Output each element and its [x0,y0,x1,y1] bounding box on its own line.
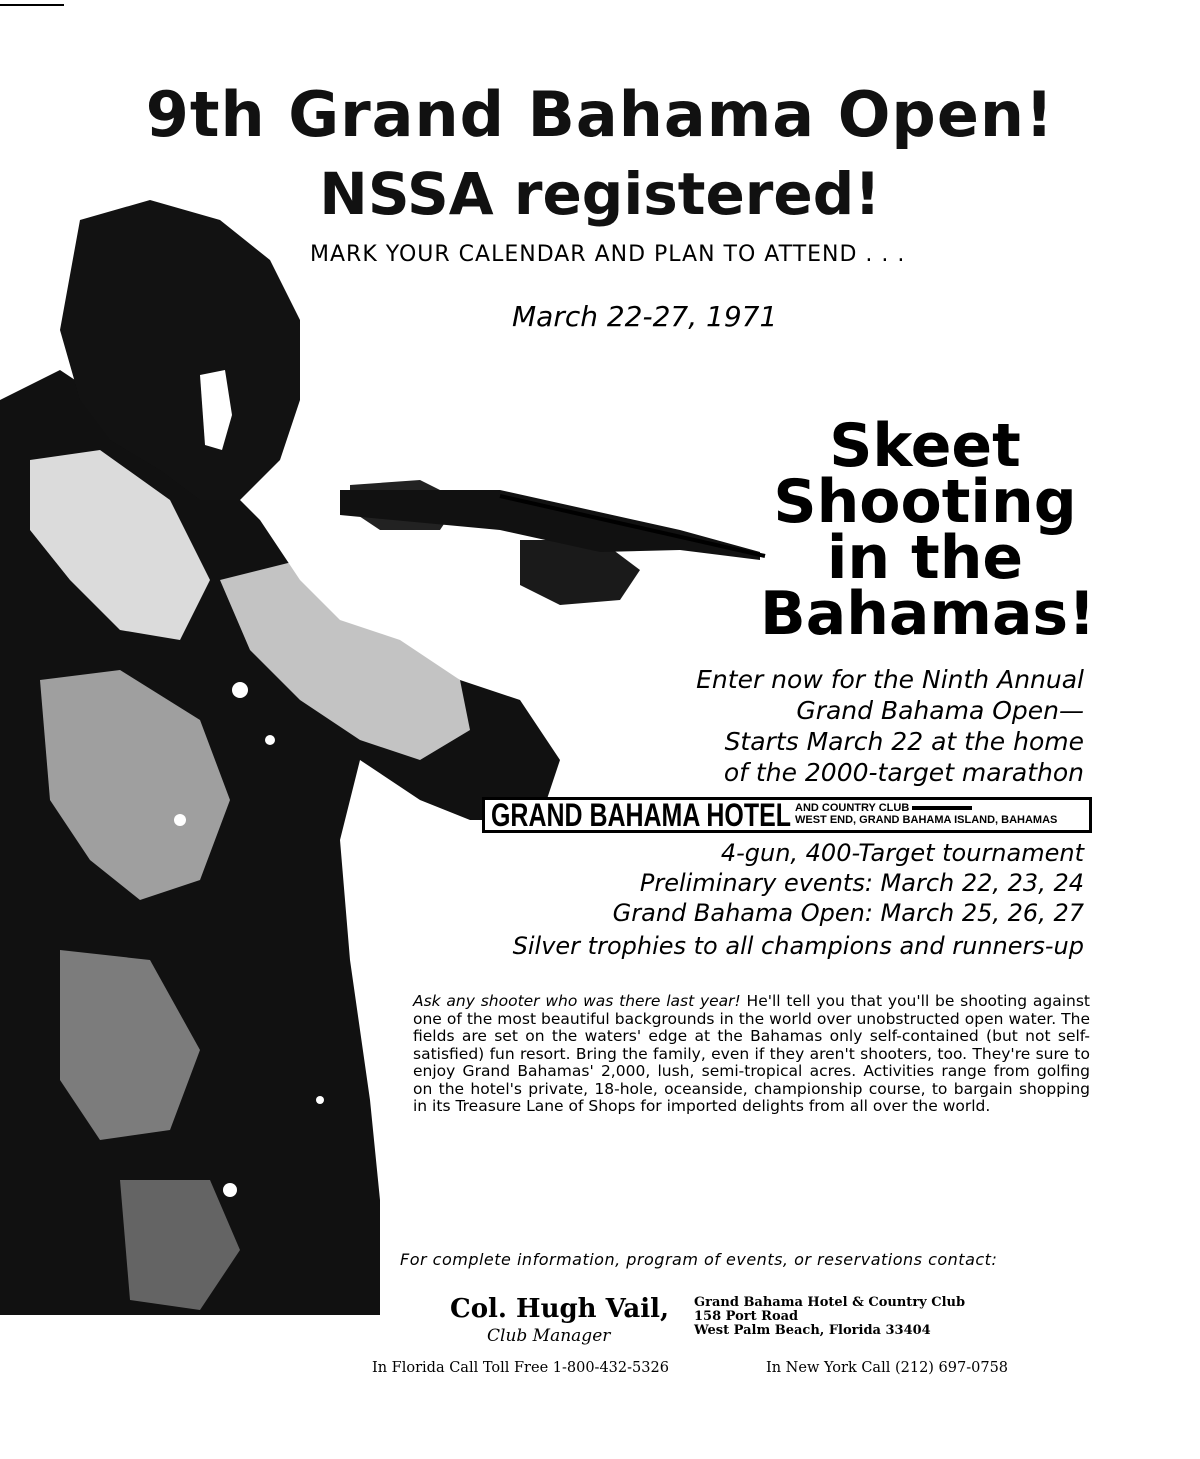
headline-line2: NSSA registered! [319,160,881,228]
contact-address [694,1296,965,1338]
intro-line2: Grand Bahama Open— [796,696,1084,725]
hotel-logo-subtitle2: WEST END, GRAND BAHAMA ISLAND, BAHAMAS [795,814,1058,826]
phone-new-york: In New York Call (212) 697-0758 [766,1360,1009,1376]
mark-calendar-text: MARK YOUR CALENDAR AND PLAN TO ATTEND . . . [310,242,906,267]
feature-title-line1: Skeet [829,411,1021,481]
phone-florida: In Florida Call Toll Free 1-800-432-5326 [372,1360,669,1376]
feature-title-line4: Bahamas! [760,579,1096,649]
feature-title-line2: Shooting [773,467,1077,537]
hotel-logo-name: GRAND BAHAMA HOTEL [491,797,791,833]
hotel-logo-subtitle1: AND COUNTRY CLUB [795,802,910,814]
contact-name: Col. Hugh Vail, [450,1294,670,1324]
intro-line3: Starts March 22 at the home [724,727,1084,756]
hotel-logo [482,797,1092,833]
intro-line1: Enter now for the Ninth Annual [696,665,1084,694]
contact-address2: 158 Port Road [694,1309,799,1324]
contact-address1: Grand Bahama Hotel & Country Club [694,1295,966,1310]
body-text: He'll tell you that you'll be shooting against one of the most beautiful backgrounds in the world over unobstructed open water. The fields are set on the waters' edge at the Bahamas only self-contained (but not self-satisfied) fun resort. Bring the family, even if they aren't shooters, too. They're sure to enjoy Grand Bahamas' 2,000, lush, semi-tropical acres. Activities range from golfing on the hotel's private, 18-hole, oceanside, championship course, to bargain shopping in its Treasure Lane of Shops for imported delights from all over the world. [413,992,1090,1115]
trophies-text: Silver trophies to all champions and runners-up [512,932,1084,960]
contact-prompt: For complete information, program of events, or reservations contact: [400,1250,998,1269]
event-date: March 22-27, 1971 [512,300,778,333]
body-lead: Ask any shooter who was there last year! [413,992,741,1010]
events-line3: Grand Bahama Open: March 25, 26, 27 [612,899,1084,927]
feature-title [760,411,1096,649]
contact-address3: West Palm Beach, Florida 33404 [694,1323,931,1338]
top-rule [0,4,64,6]
intro-text [696,664,1084,788]
events-line2: Preliminary events: March 22, 23, 24 [639,869,1084,897]
body-paragraph [413,993,1090,1116]
events-text [613,838,1084,928]
events-line1: 4-gun, 400-Target tournament [720,839,1084,867]
feature-title-line3: in the [826,523,1024,593]
shooter-photo [0,200,800,1330]
contact-title: Club Manager [487,1326,611,1346]
headline-line1: 9th Grand Bahama Open! [145,78,1055,151]
hotel-logo-subtitle [795,802,1057,826]
logo-bar [912,806,972,810]
intro-line4: of the 2000-target marathon [723,758,1084,787]
